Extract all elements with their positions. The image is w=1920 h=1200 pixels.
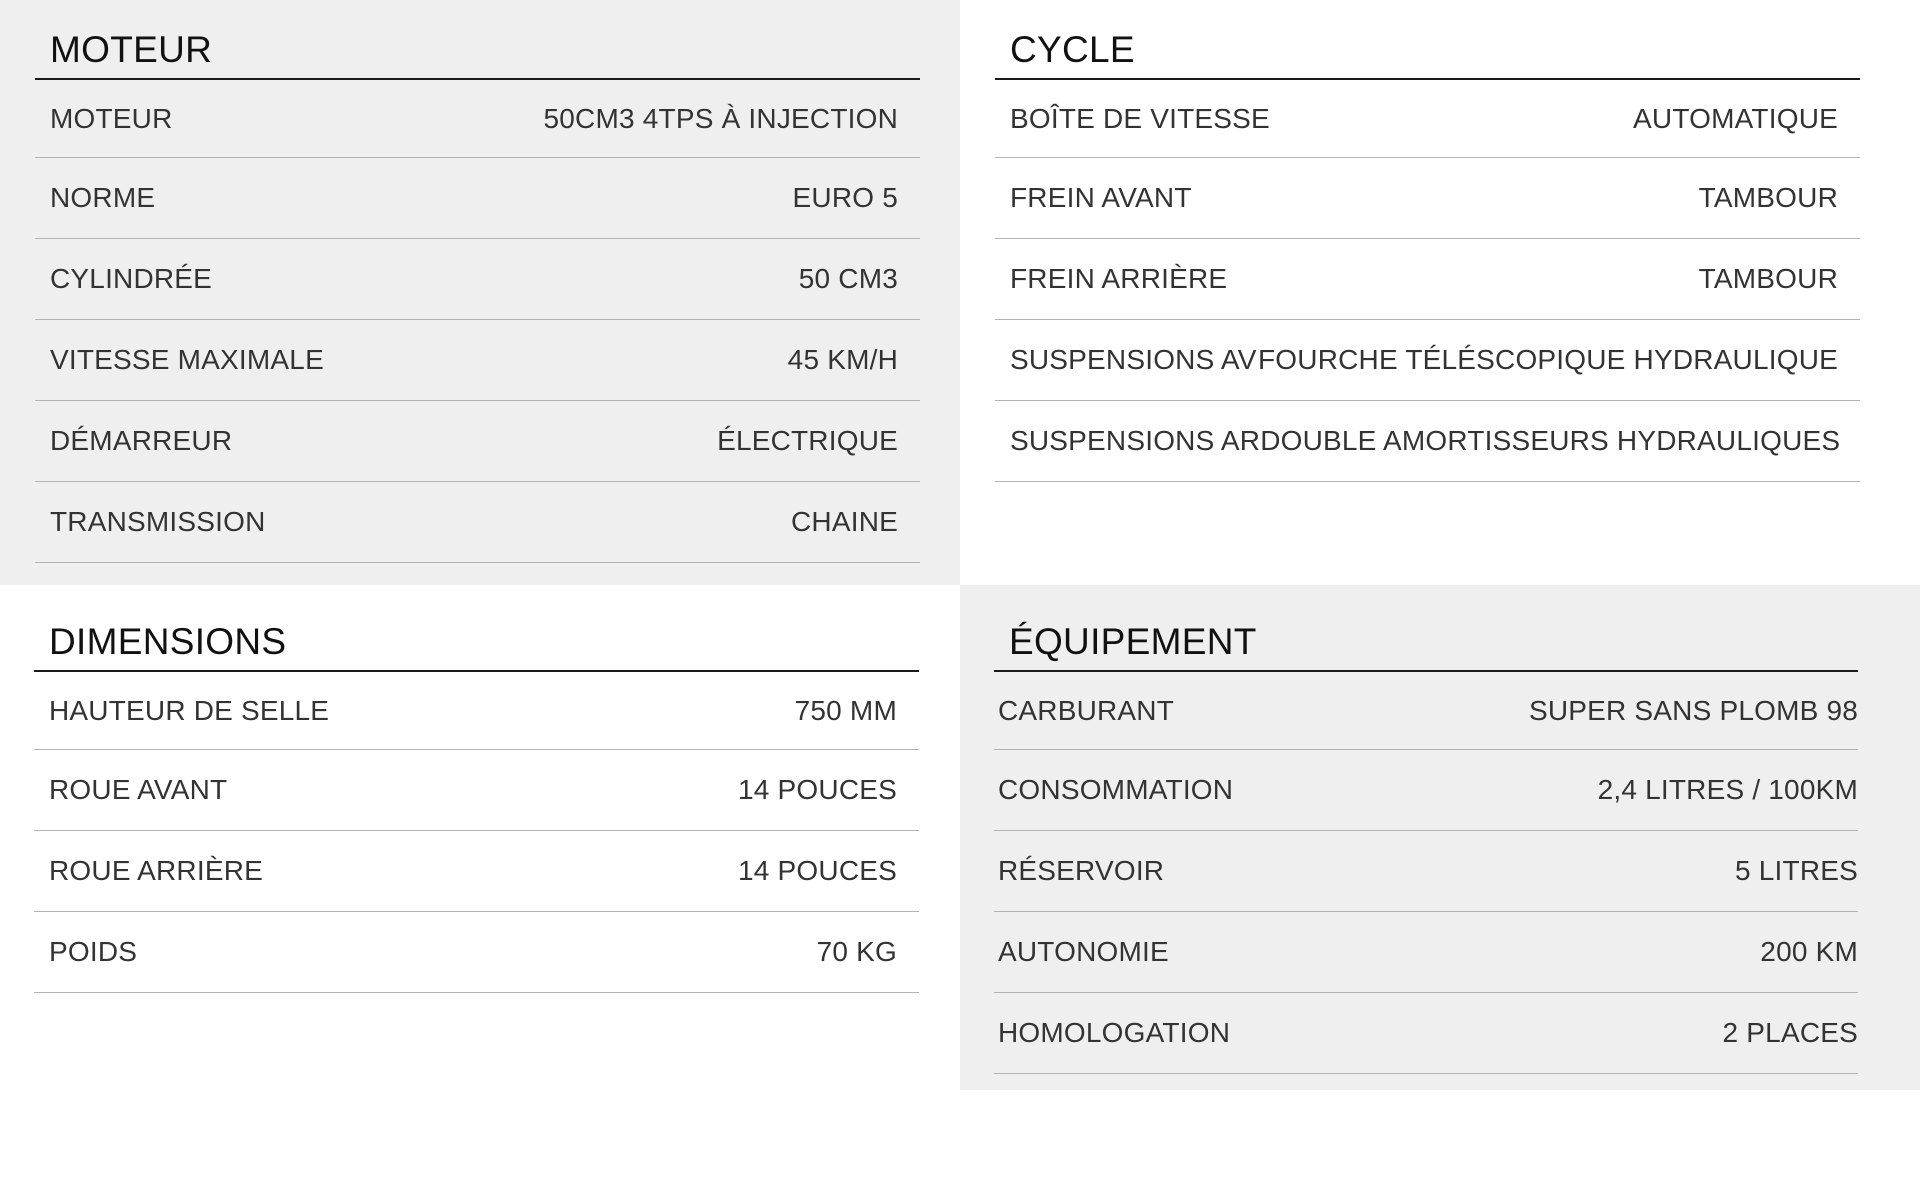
spec-label: HOMOLOGATION xyxy=(998,1017,1231,1048)
spec-row xyxy=(34,672,919,750)
spec-value: DOUBLE AMORTISSEURS HYDRAULIQUES xyxy=(1260,425,1841,456)
spec-label: SUSPENSIONS AV xyxy=(1010,344,1257,375)
spec-row xyxy=(994,993,1858,1074)
spec-row xyxy=(994,912,1858,993)
spec-section-dimensions xyxy=(34,592,919,993)
spec-label: BOÎTE DE VITESSE xyxy=(1010,102,1270,134)
spec-list xyxy=(34,672,919,993)
spec-section-equipement xyxy=(994,592,1858,1074)
spec-value: EURO 5 xyxy=(792,182,898,213)
spec-label: AUTONOMIE xyxy=(998,936,1169,967)
spec-row xyxy=(35,320,920,401)
spec-row xyxy=(35,401,920,482)
spec-value: 5 LITRES xyxy=(1735,855,1858,886)
spec-label: RÉSERVOIR xyxy=(998,855,1165,886)
spec-list xyxy=(995,80,1860,482)
spec-label: TRANSMISSION xyxy=(50,506,266,537)
spec-label: MOTEUR xyxy=(50,102,173,134)
spec-label: FREIN AVANT xyxy=(1010,182,1192,213)
spec-value: 2,4 LITRES / 100KM xyxy=(1597,774,1858,805)
spec-label: SUSPENSIONS AR xyxy=(1010,425,1261,456)
spec-label: NORME xyxy=(50,182,156,213)
spec-list xyxy=(35,80,920,563)
spec-row xyxy=(995,401,1860,482)
spec-row xyxy=(35,239,920,320)
spec-section-cycle xyxy=(995,0,1860,482)
spec-value: TAMBOUR xyxy=(1698,263,1838,294)
spec-label: POIDS xyxy=(49,936,138,967)
section-title: ÉQUIPEMENT xyxy=(994,592,1858,672)
spec-value: 2 PLACES xyxy=(1722,1017,1858,1048)
spec-row xyxy=(994,672,1858,750)
spec-row xyxy=(994,750,1858,831)
spec-value: 70 KG xyxy=(816,936,897,967)
spec-value: 750 MM xyxy=(794,694,897,726)
spec-label: CONSOMMATION xyxy=(998,774,1234,805)
spec-value: 50CM3 4TPS À INJECTION xyxy=(543,102,898,134)
section-title: MOTEUR xyxy=(35,0,920,80)
spec-label: HAUTEUR DE SELLE xyxy=(49,694,330,726)
spec-value: 14 POUCES xyxy=(738,774,897,805)
spec-row xyxy=(995,239,1860,320)
spec-section-moteur xyxy=(35,0,920,563)
section-title: CYCLE xyxy=(995,0,1860,80)
spec-value: CHAINE xyxy=(791,506,898,537)
spec-value: 45 KM/H xyxy=(787,344,898,375)
spec-value: 200 KM xyxy=(1760,936,1858,967)
spec-value: 50 CM3 xyxy=(798,263,898,294)
spec-value: TAMBOUR xyxy=(1698,182,1838,213)
spec-row xyxy=(995,158,1860,239)
spec-row xyxy=(34,831,919,912)
spec-row xyxy=(35,80,920,158)
spec-label: FREIN ARRIÈRE xyxy=(1010,263,1228,294)
spec-value: 14 POUCES xyxy=(738,855,897,886)
spec-label: ROUE ARRIÈRE xyxy=(49,855,263,886)
spec-row xyxy=(995,80,1860,158)
spec-label: CYLINDRÉE xyxy=(50,263,213,294)
spec-list xyxy=(994,672,1858,1074)
spec-row xyxy=(34,912,919,993)
spec-row xyxy=(35,482,920,563)
spec-row xyxy=(994,831,1858,912)
spec-row xyxy=(35,158,920,239)
spec-value: FOURCHE TÉLÉSCOPIQUE HYDRAULIQUE xyxy=(1258,344,1838,375)
spec-row xyxy=(34,750,919,831)
spec-value: SUPER SANS PLOMB 98 xyxy=(1528,694,1858,726)
spec-row xyxy=(995,320,1860,401)
spec-label: CARBURANT xyxy=(998,694,1175,726)
spec-label: VITESSE MAXIMALE xyxy=(50,344,324,375)
spec-label: ROUE AVANT xyxy=(49,774,228,805)
spec-label: DÉMARREUR xyxy=(50,425,233,456)
spec-value: AUTOMATIQUE xyxy=(1633,102,1838,134)
section-title: DIMENSIONS xyxy=(34,592,919,672)
spec-value: ÉLECTRIQUE xyxy=(717,425,898,456)
